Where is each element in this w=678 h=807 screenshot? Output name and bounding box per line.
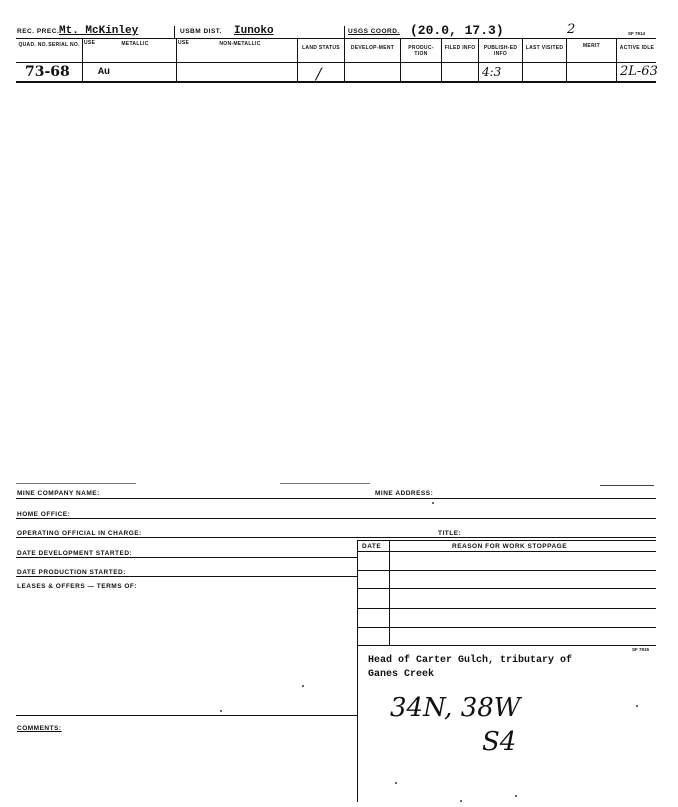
header-active-idle: ACTIVE IDLE [619,45,655,51]
header-non-metallic: NON-METALLIC [219,41,261,47]
active-idle-value: 2L-63 [620,64,658,79]
reason-label: REASON FOR WORK STOPPAGE [452,543,568,550]
usgs-coord-value: (20.0, 17.3) [410,23,504,38]
quad-serial-value: 73-68 [25,64,70,80]
header-last-visited: LAST VISITED [525,45,564,51]
speck [432,502,434,504]
speck [515,795,517,797]
header-serial-no: SERIAL NO. [48,42,80,48]
speck [220,710,222,712]
header-use-nonmetallic: USE [178,40,190,46]
date-label: DATE [362,543,382,550]
location-line-1: Head of Carter Gulch, tributary of [368,655,573,666]
header-merit: MERIT [582,43,601,49]
speck [636,705,638,707]
mine-company-name-label: MINE COMPANY NAME: [17,490,100,497]
published-info-value: 4:3 [482,65,502,79]
form-number-bottom: SF 7915 [632,647,650,652]
date-production-label: DATE PRODUCTION STARTED: [17,569,126,576]
form-number-top: SF 7914 [628,31,646,36]
speck [302,685,304,687]
title-label: TITLE: [438,530,462,537]
speck [460,800,462,802]
mine-address-label: MINE ADDRESS: [375,490,434,497]
home-office-label: HOME OFFICE: [17,511,71,518]
usgs-coord-label: USGS COORD. [348,28,400,35]
leases-label: LEASES & OFFERS — TERMS OF: [17,583,138,590]
header-use-metallic: USE [84,40,96,46]
header-quad-no: QUAD. NO. [18,42,48,48]
header-development: DEVELOP-MENT [350,45,395,51]
corner-mark: 2 [567,22,576,37]
handwritten-section: S4 [482,727,517,757]
header-metallic: METALLIC [121,41,149,47]
land-status-value: / [316,64,322,83]
usbm-dist-label: USBM DIST. [180,28,222,35]
metallic-value: Au [98,67,111,78]
header-land-status: LAND STATUS [302,45,340,51]
speck [395,782,397,784]
rec-prec-label: REC. PREC. [17,28,60,35]
handwritten-coordinates: 34N, 38W [390,693,521,723]
header-filed-info: FILED INFO [444,45,476,51]
date-development-label: DATE DEVELOPMENT STARTED: [17,550,133,557]
comments-label: COMMENTS: [17,725,62,732]
rec-prec-value: Mt. McKinley [59,25,139,37]
usbm-dist-value: Iunoko [234,25,274,37]
operating-official-label: OPERATING OFFICIAL IN CHARGE: [17,530,142,537]
header-production: PRODUC-TION [408,45,434,57]
header-published-info: PUBLISH-ED INFO [483,45,518,57]
location-line-2: Ganes Creek [368,669,435,680]
